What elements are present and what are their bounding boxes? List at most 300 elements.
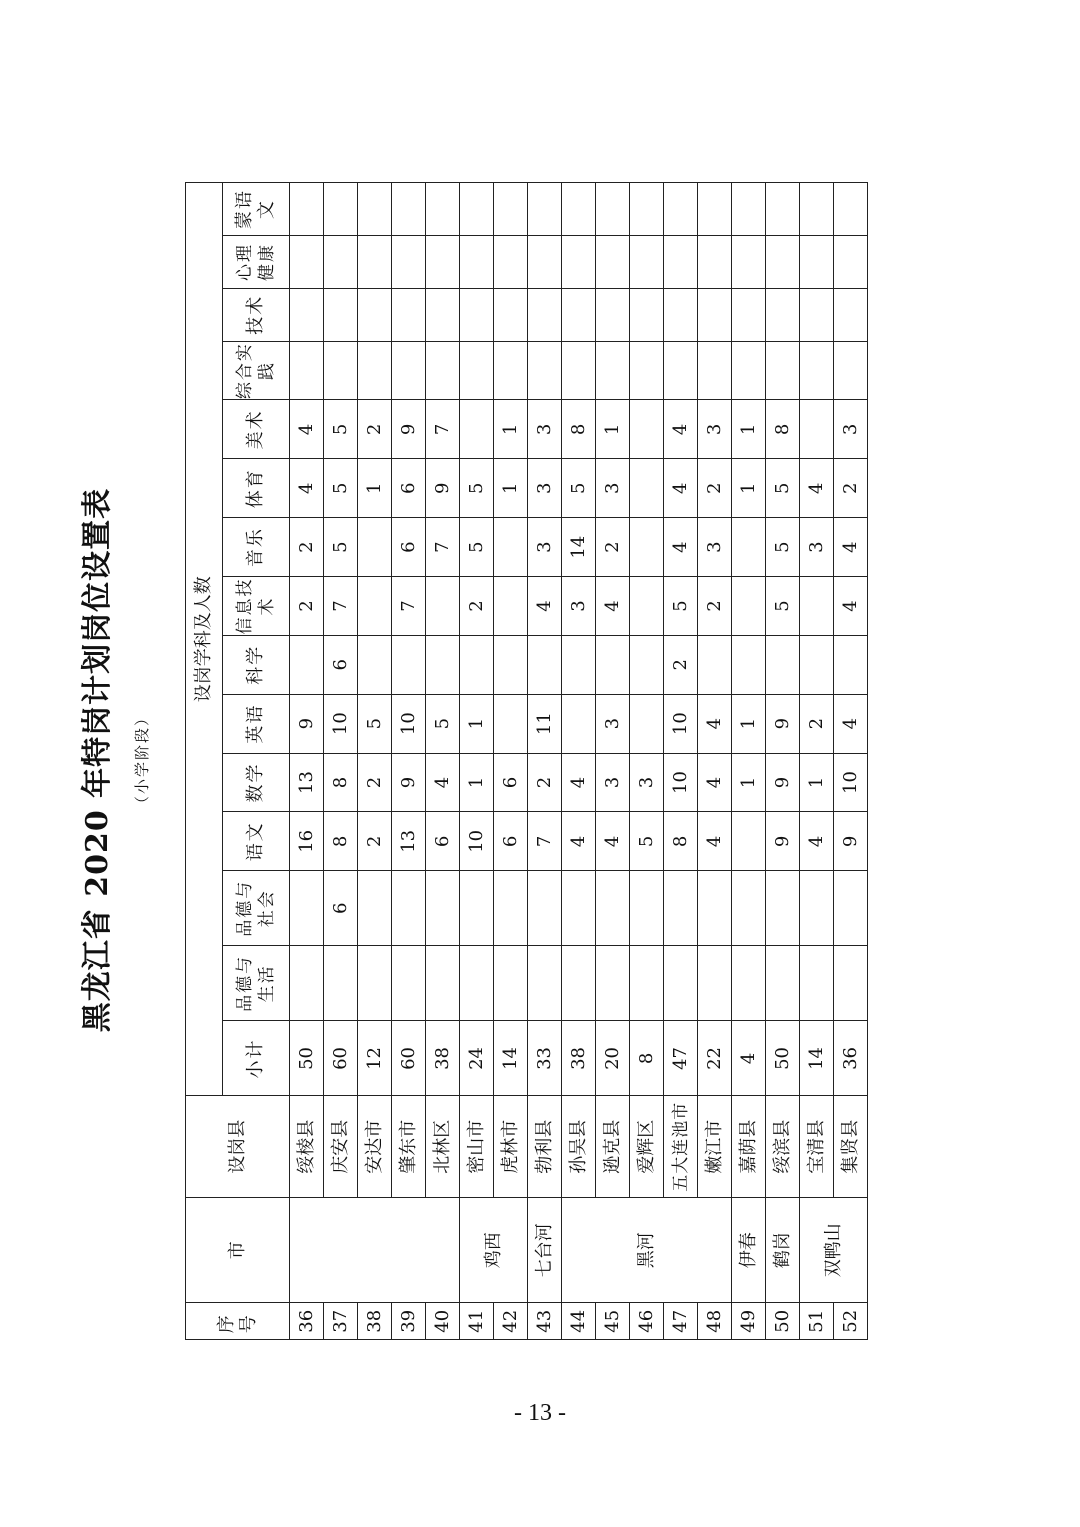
value-cell: 2 bbox=[596, 518, 630, 577]
row-index: 45 bbox=[596, 1303, 630, 1340]
value-cell: 6 bbox=[426, 812, 460, 871]
county-cell: 虎林市 bbox=[494, 1096, 528, 1197]
value-cell: 4 bbox=[834, 518, 868, 577]
value-cell bbox=[732, 236, 766, 289]
value-cell: 4 bbox=[426, 753, 460, 812]
value-cell: 5 bbox=[630, 812, 664, 871]
row-index: 36 bbox=[290, 1303, 324, 1340]
value-cell: 8 bbox=[324, 753, 358, 812]
value-cell: 4 bbox=[664, 518, 698, 577]
value-cell bbox=[698, 341, 732, 400]
value-cell: 50 bbox=[290, 1021, 324, 1096]
value-cell bbox=[630, 694, 664, 753]
county-cell: 逊克县 bbox=[596, 1096, 630, 1197]
value-cell: 1 bbox=[732, 459, 766, 518]
row-index: 43 bbox=[528, 1303, 562, 1340]
header-subject: 英语 bbox=[223, 694, 290, 753]
value-cell bbox=[460, 236, 494, 289]
row-index: 44 bbox=[562, 1303, 596, 1340]
value-cell: 4 bbox=[732, 1021, 766, 1096]
value-cell: 8 bbox=[664, 812, 698, 871]
value-cell: 2 bbox=[358, 812, 392, 871]
header-subject: 心理健康 bbox=[223, 236, 290, 289]
value-cell: 1 bbox=[732, 400, 766, 459]
value-cell: 5 bbox=[324, 518, 358, 577]
value-cell bbox=[494, 518, 528, 577]
value-cell bbox=[358, 236, 392, 289]
value-cell bbox=[426, 577, 460, 636]
header-subject: 美术 bbox=[223, 400, 290, 459]
value-cell bbox=[290, 183, 324, 236]
value-cell bbox=[630, 459, 664, 518]
value-cell bbox=[562, 288, 596, 341]
value-cell: 2 bbox=[358, 753, 392, 812]
value-cell bbox=[426, 871, 460, 946]
value-cell bbox=[732, 635, 766, 694]
value-cell bbox=[392, 236, 426, 289]
value-cell: 5 bbox=[562, 459, 596, 518]
value-cell: 1 bbox=[358, 459, 392, 518]
county-cell: 孙吴县 bbox=[562, 1096, 596, 1197]
header-subject: 语文 bbox=[223, 812, 290, 871]
value-cell: 47 bbox=[664, 1021, 698, 1096]
value-cell: 5 bbox=[766, 577, 800, 636]
value-cell bbox=[358, 946, 392, 1021]
county-cell: 五大连池市 bbox=[664, 1096, 698, 1197]
value-cell bbox=[800, 183, 834, 236]
value-cell: 2 bbox=[698, 577, 732, 636]
value-cell bbox=[528, 946, 562, 1021]
value-cell bbox=[426, 183, 460, 236]
value-cell: 9 bbox=[426, 459, 460, 518]
value-cell bbox=[732, 812, 766, 871]
value-cell: 2 bbox=[800, 694, 834, 753]
value-cell: 4 bbox=[800, 812, 834, 871]
row-index: 39 bbox=[392, 1303, 426, 1340]
value-cell bbox=[324, 946, 358, 1021]
value-cell bbox=[290, 946, 324, 1021]
value-cell bbox=[324, 183, 358, 236]
value-cell bbox=[664, 288, 698, 341]
value-cell bbox=[834, 341, 868, 400]
row-index: 51 bbox=[800, 1303, 834, 1340]
value-cell: 14 bbox=[800, 1021, 834, 1096]
header-subject: 品德与生活 bbox=[223, 946, 290, 1021]
value-cell bbox=[630, 400, 664, 459]
value-cell: 2 bbox=[834, 459, 868, 518]
value-cell bbox=[494, 341, 528, 400]
value-cell bbox=[596, 288, 630, 341]
value-cell: 10 bbox=[834, 753, 868, 812]
value-cell bbox=[698, 183, 732, 236]
value-cell: 1 bbox=[732, 753, 766, 812]
value-cell bbox=[290, 341, 324, 400]
value-cell: 10 bbox=[392, 694, 426, 753]
table-row bbox=[290, 183, 324, 1340]
value-cell bbox=[324, 288, 358, 341]
row-index: 38 bbox=[358, 1303, 392, 1340]
value-cell: 4 bbox=[698, 753, 732, 812]
value-cell bbox=[596, 635, 630, 694]
table-row bbox=[528, 183, 562, 1340]
table-row bbox=[324, 183, 358, 1340]
value-cell bbox=[494, 635, 528, 694]
header-county: 设岗县 bbox=[186, 1096, 290, 1197]
value-cell: 1 bbox=[460, 753, 494, 812]
rotated-page-content bbox=[70, 180, 890, 1340]
value-cell bbox=[732, 288, 766, 341]
value-cell: 2 bbox=[664, 635, 698, 694]
value-cell: 22 bbox=[698, 1021, 732, 1096]
value-cell: 24 bbox=[460, 1021, 494, 1096]
value-cell: 36 bbox=[834, 1021, 868, 1096]
value-cell bbox=[698, 288, 732, 341]
value-cell: 4 bbox=[834, 694, 868, 753]
county-cell: 嫩江市 bbox=[698, 1096, 732, 1197]
value-cell bbox=[460, 871, 494, 946]
header-group: 设岗学科及人数 bbox=[186, 183, 223, 1096]
value-cell: 5 bbox=[766, 518, 800, 577]
value-cell bbox=[834, 871, 868, 946]
value-cell: 5 bbox=[358, 694, 392, 753]
value-cell bbox=[698, 871, 732, 946]
row-index: 46 bbox=[630, 1303, 664, 1340]
value-cell bbox=[426, 288, 460, 341]
value-cell: 60 bbox=[392, 1021, 426, 1096]
value-cell: 5 bbox=[460, 518, 494, 577]
header-subject: 音乐 bbox=[223, 518, 290, 577]
value-cell: 10 bbox=[324, 694, 358, 753]
value-cell: 2 bbox=[460, 577, 494, 636]
value-cell bbox=[358, 635, 392, 694]
value-cell: 3 bbox=[630, 753, 664, 812]
value-cell: 3 bbox=[528, 400, 562, 459]
row-index: 47 bbox=[664, 1303, 698, 1340]
value-cell: 3 bbox=[698, 400, 732, 459]
value-cell bbox=[800, 236, 834, 289]
header-index: 序号 bbox=[186, 1303, 290, 1340]
value-cell bbox=[358, 577, 392, 636]
value-cell: 4 bbox=[562, 753, 596, 812]
value-cell bbox=[528, 183, 562, 236]
value-cell bbox=[392, 183, 426, 236]
county-cell: 安达市 bbox=[358, 1096, 392, 1197]
value-cell bbox=[528, 288, 562, 341]
header-subject: 小计 bbox=[223, 1021, 290, 1096]
table-row bbox=[834, 183, 868, 1340]
value-cell: 9 bbox=[766, 753, 800, 812]
row-index: 49 bbox=[732, 1303, 766, 1340]
value-cell: 11 bbox=[528, 694, 562, 753]
value-cell bbox=[426, 236, 460, 289]
value-cell bbox=[528, 341, 562, 400]
value-cell bbox=[732, 871, 766, 946]
value-cell bbox=[766, 341, 800, 400]
value-cell: 1 bbox=[494, 459, 528, 518]
value-cell bbox=[800, 400, 834, 459]
value-cell: 9 bbox=[392, 753, 426, 812]
value-cell: 5 bbox=[460, 459, 494, 518]
value-cell: 6 bbox=[494, 812, 528, 871]
value-cell: 9 bbox=[766, 694, 800, 753]
value-cell: 7 bbox=[426, 400, 460, 459]
table-row bbox=[392, 183, 426, 1340]
value-cell bbox=[460, 288, 494, 341]
value-cell bbox=[630, 236, 664, 289]
value-cell bbox=[664, 341, 698, 400]
value-cell bbox=[392, 341, 426, 400]
value-cell: 4 bbox=[698, 812, 732, 871]
value-cell bbox=[800, 577, 834, 636]
row-index: 50 bbox=[766, 1303, 800, 1340]
value-cell bbox=[732, 183, 766, 236]
value-cell: 8 bbox=[630, 1021, 664, 1096]
value-cell bbox=[834, 183, 868, 236]
city-cell bbox=[290, 1197, 460, 1303]
county-cell: 北林区 bbox=[426, 1096, 460, 1197]
value-cell: 4 bbox=[596, 812, 630, 871]
value-cell bbox=[800, 341, 834, 400]
table-row bbox=[358, 183, 392, 1340]
value-cell bbox=[562, 341, 596, 400]
value-cell bbox=[596, 183, 630, 236]
value-cell bbox=[494, 871, 528, 946]
county-cell: 绥滨县 bbox=[766, 1096, 800, 1197]
value-cell: 3 bbox=[596, 694, 630, 753]
value-cell: 5 bbox=[426, 694, 460, 753]
value-cell: 6 bbox=[324, 871, 358, 946]
value-cell bbox=[766, 871, 800, 946]
value-cell bbox=[596, 871, 630, 946]
value-cell bbox=[290, 871, 324, 946]
value-cell bbox=[596, 236, 630, 289]
county-cell: 宝清县 bbox=[800, 1096, 834, 1197]
table-row bbox=[426, 183, 460, 1340]
document-subtitle: （小学阶段） bbox=[133, 709, 151, 812]
city-cell: 鹤岗 bbox=[766, 1197, 800, 1303]
value-cell: 3 bbox=[596, 459, 630, 518]
value-cell: 4 bbox=[528, 577, 562, 636]
value-cell bbox=[630, 288, 664, 341]
value-cell bbox=[562, 635, 596, 694]
value-cell: 1 bbox=[460, 694, 494, 753]
row-index: 52 bbox=[834, 1303, 868, 1340]
value-cell bbox=[766, 183, 800, 236]
value-cell: 7 bbox=[324, 577, 358, 636]
value-cell: 6 bbox=[324, 635, 358, 694]
table-row bbox=[664, 183, 698, 1340]
value-cell: 2 bbox=[698, 459, 732, 518]
header-subject: 蒙语文 bbox=[223, 183, 290, 236]
row-index: 40 bbox=[426, 1303, 460, 1340]
value-cell bbox=[766, 635, 800, 694]
value-cell bbox=[664, 946, 698, 1021]
value-cell: 10 bbox=[664, 753, 698, 812]
value-cell bbox=[528, 871, 562, 946]
value-cell bbox=[426, 635, 460, 694]
value-cell: 9 bbox=[392, 400, 426, 459]
table-row bbox=[766, 183, 800, 1340]
value-cell bbox=[800, 635, 834, 694]
value-cell: 3 bbox=[834, 400, 868, 459]
value-cell bbox=[460, 946, 494, 1021]
positions-table bbox=[185, 182, 868, 1340]
value-cell: 4 bbox=[800, 459, 834, 518]
county-cell: 肇东市 bbox=[392, 1096, 426, 1197]
value-cell: 4 bbox=[664, 400, 698, 459]
table-row bbox=[800, 183, 834, 1340]
value-cell: 5 bbox=[766, 459, 800, 518]
value-cell: 12 bbox=[358, 1021, 392, 1096]
value-cell: 3 bbox=[800, 518, 834, 577]
value-cell: 10 bbox=[664, 694, 698, 753]
value-cell bbox=[834, 946, 868, 1021]
header-subject: 技术 bbox=[223, 288, 290, 341]
value-cell: 4 bbox=[834, 577, 868, 636]
value-cell bbox=[664, 236, 698, 289]
value-cell bbox=[460, 635, 494, 694]
value-cell bbox=[494, 694, 528, 753]
value-cell bbox=[562, 236, 596, 289]
value-cell: 33 bbox=[528, 1021, 562, 1096]
value-cell: 4 bbox=[664, 459, 698, 518]
value-cell: 3 bbox=[562, 577, 596, 636]
table-row bbox=[596, 183, 630, 1340]
value-cell: 50 bbox=[766, 1021, 800, 1096]
value-cell: 13 bbox=[392, 812, 426, 871]
value-cell bbox=[630, 871, 664, 946]
value-cell bbox=[460, 400, 494, 459]
value-cell: 10 bbox=[460, 812, 494, 871]
value-cell bbox=[698, 946, 732, 1021]
table-row bbox=[698, 183, 732, 1340]
city-cell: 伊春 bbox=[732, 1197, 766, 1303]
county-cell: 勃利县 bbox=[528, 1096, 562, 1197]
value-cell bbox=[562, 946, 596, 1021]
value-cell bbox=[630, 577, 664, 636]
value-cell: 5 bbox=[664, 577, 698, 636]
value-cell bbox=[596, 341, 630, 400]
value-cell bbox=[528, 635, 562, 694]
value-cell: 3 bbox=[528, 518, 562, 577]
value-cell: 4 bbox=[290, 400, 324, 459]
value-cell bbox=[834, 288, 868, 341]
header-subject: 体育 bbox=[223, 459, 290, 518]
value-cell bbox=[732, 946, 766, 1021]
value-cell: 60 bbox=[324, 1021, 358, 1096]
value-cell bbox=[460, 341, 494, 400]
value-cell bbox=[494, 183, 528, 236]
value-cell: 2 bbox=[528, 753, 562, 812]
value-cell: 38 bbox=[426, 1021, 460, 1096]
value-cell bbox=[834, 236, 868, 289]
value-cell bbox=[630, 518, 664, 577]
value-cell bbox=[358, 183, 392, 236]
value-cell: 7 bbox=[426, 518, 460, 577]
value-cell: 8 bbox=[766, 400, 800, 459]
value-cell bbox=[460, 183, 494, 236]
value-cell bbox=[732, 577, 766, 636]
value-cell: 5 bbox=[324, 400, 358, 459]
value-cell: 1 bbox=[494, 400, 528, 459]
value-cell bbox=[800, 946, 834, 1021]
value-cell bbox=[324, 341, 358, 400]
value-cell: 1 bbox=[596, 400, 630, 459]
value-cell bbox=[834, 635, 868, 694]
value-cell bbox=[290, 635, 324, 694]
value-cell: 3 bbox=[528, 459, 562, 518]
value-cell bbox=[494, 236, 528, 289]
value-cell: 6 bbox=[392, 518, 426, 577]
value-cell bbox=[766, 288, 800, 341]
value-cell: 3 bbox=[698, 518, 732, 577]
value-cell: 14 bbox=[494, 1021, 528, 1096]
value-cell: 3 bbox=[596, 753, 630, 812]
value-cell: 14 bbox=[562, 518, 596, 577]
county-cell: 爱辉区 bbox=[630, 1096, 664, 1197]
document-title: 黑龙江省 2020 年特岗计划岗位设置表 bbox=[80, 487, 115, 1033]
value-cell: 4 bbox=[596, 577, 630, 636]
value-cell: 4 bbox=[562, 812, 596, 871]
city-cell: 七台河 bbox=[528, 1197, 562, 1303]
value-cell bbox=[562, 694, 596, 753]
value-cell bbox=[426, 341, 460, 400]
value-cell: 38 bbox=[562, 1021, 596, 1096]
value-cell bbox=[800, 871, 834, 946]
value-cell bbox=[800, 288, 834, 341]
value-cell: 2 bbox=[290, 577, 324, 636]
value-cell bbox=[290, 236, 324, 289]
value-cell bbox=[392, 288, 426, 341]
value-cell: 2 bbox=[290, 518, 324, 577]
value-cell bbox=[494, 577, 528, 636]
value-cell bbox=[766, 946, 800, 1021]
city-cell: 双鸭山 bbox=[800, 1197, 868, 1303]
value-cell bbox=[426, 946, 460, 1021]
value-cell: 9 bbox=[834, 812, 868, 871]
header-subject: 综合实践 bbox=[223, 341, 290, 400]
value-cell bbox=[630, 635, 664, 694]
row-index: 48 bbox=[698, 1303, 732, 1340]
value-cell bbox=[766, 236, 800, 289]
value-cell bbox=[392, 946, 426, 1021]
header-subject: 科学 bbox=[223, 635, 290, 694]
value-cell bbox=[732, 341, 766, 400]
value-cell: 1 bbox=[800, 753, 834, 812]
value-cell: 9 bbox=[766, 812, 800, 871]
value-cell bbox=[494, 288, 528, 341]
value-cell: 20 bbox=[596, 1021, 630, 1096]
county-cell: 集贤县 bbox=[834, 1096, 868, 1197]
county-cell: 庆安县 bbox=[324, 1096, 358, 1197]
value-cell bbox=[630, 946, 664, 1021]
header-subject: 数学 bbox=[223, 753, 290, 812]
table-row bbox=[562, 183, 596, 1340]
value-cell: 7 bbox=[528, 812, 562, 871]
page-number: - 13 - bbox=[514, 1400, 566, 1426]
value-cell: 4 bbox=[698, 694, 732, 753]
table-row bbox=[630, 183, 664, 1340]
value-cell: 6 bbox=[392, 459, 426, 518]
row-index: 41 bbox=[460, 1303, 494, 1340]
value-cell: 9 bbox=[290, 694, 324, 753]
header-subject: 品德与社会 bbox=[223, 871, 290, 946]
value-cell: 5 bbox=[324, 459, 358, 518]
table-row bbox=[460, 183, 494, 1340]
value-cell bbox=[392, 635, 426, 694]
value-cell bbox=[732, 518, 766, 577]
value-cell bbox=[698, 635, 732, 694]
